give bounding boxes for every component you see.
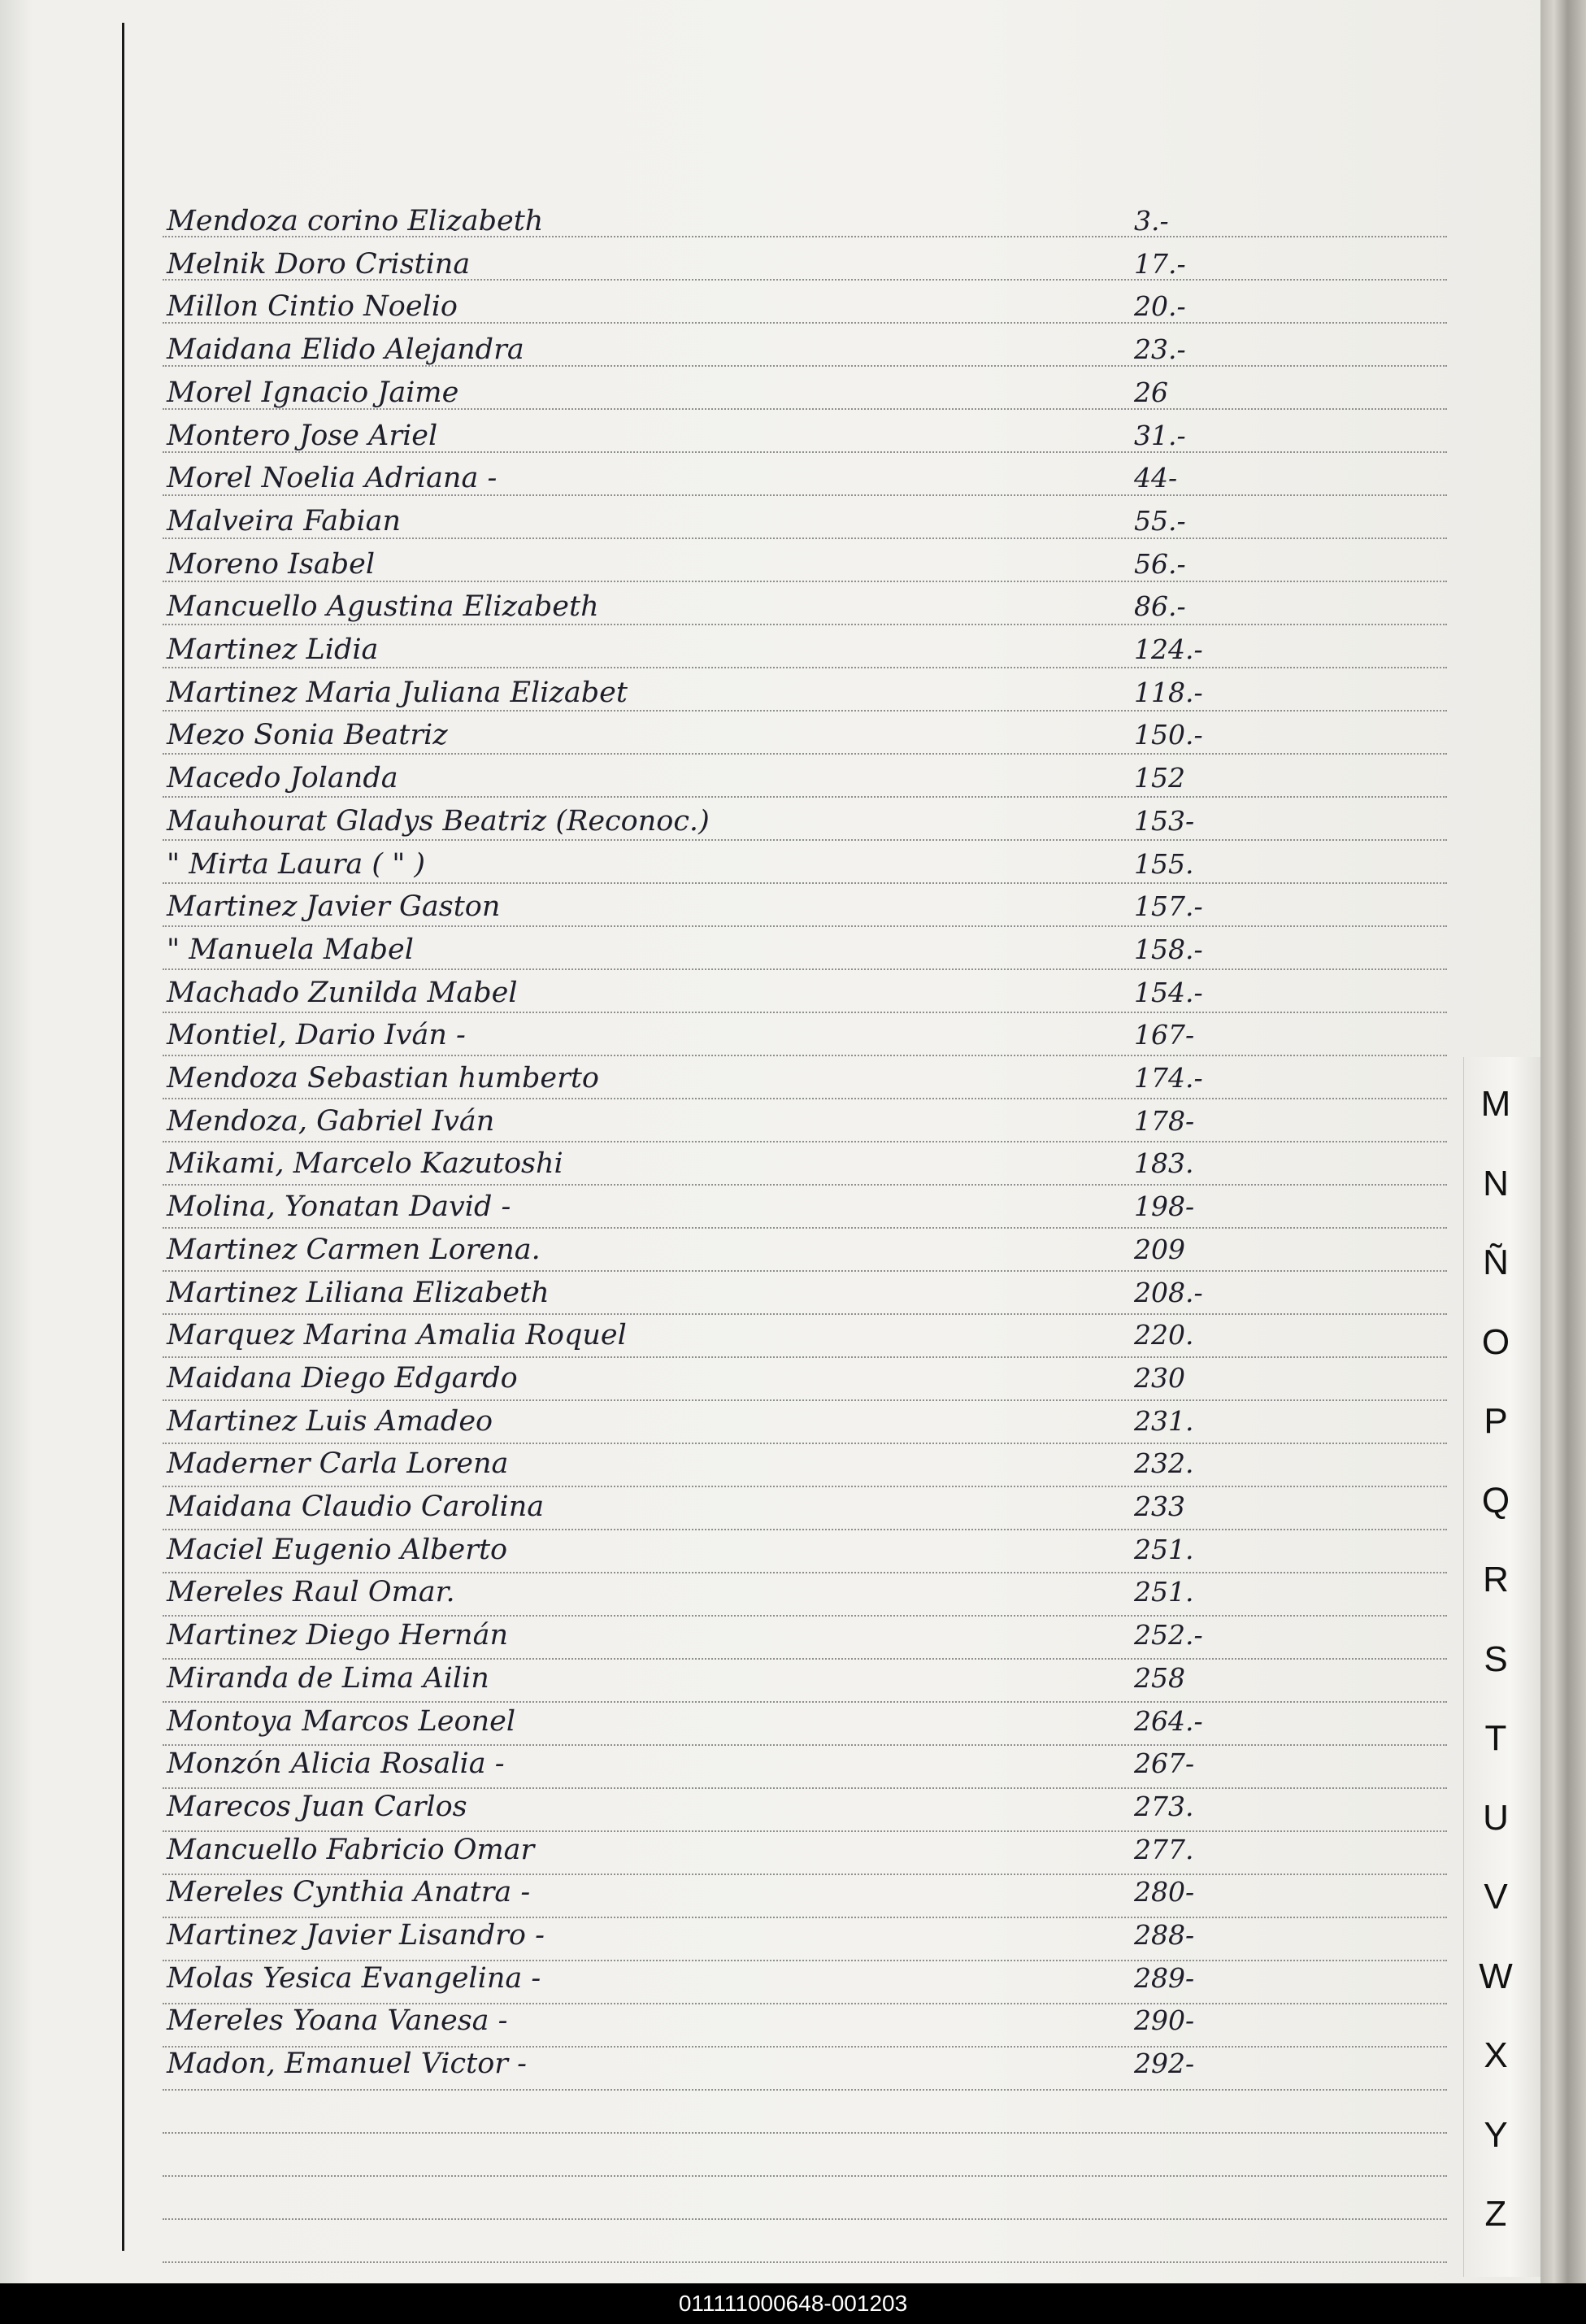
entry-name: Montero Jose Ariel	[167, 419, 438, 452]
entry-page-number: 23.-	[1134, 333, 1186, 366]
ruled-line	[163, 968, 1447, 970]
ruled-line	[163, 1399, 1447, 1401]
entry-name: Martinez Luis Amadeo	[167, 1404, 493, 1438]
entry-name: Mendoza, Gabriel Iván	[167, 1104, 495, 1138]
entry-name: Monzón Alicia Rosalia -	[167, 1747, 505, 1781]
entry-name: Martinez Javier Gaston	[167, 890, 501, 924]
index-tab-4[interactable]: P	[1484, 1401, 1508, 1441]
index-tab-0[interactable]: M	[1480, 1084, 1511, 1124]
entry-page-number: 178-	[1134, 1104, 1195, 1137]
entry-name: Mancuello Fabricio Omar	[167, 1833, 535, 1866]
entry-page-number: 155.	[1134, 847, 1194, 880]
entry-name: Machado Zunilda Mabel	[167, 976, 518, 1009]
entry-page-number: 157.-	[1134, 890, 1203, 923]
entry-name: Martinez Maria Juliana Elizabet	[167, 676, 628, 709]
ruled-line	[163, 2261, 1447, 2263]
entry-name: Maidana Elido Alejandra	[167, 333, 524, 367]
ruled-line	[163, 1055, 1447, 1056]
entry-page-number: 154.-	[1134, 976, 1203, 1008]
ruled-line	[163, 667, 1447, 668]
entry-page-number: 277.	[1134, 1833, 1194, 1865]
entry-name: Mezo Sonia Beatriz	[167, 719, 448, 752]
ruled-line	[163, 1270, 1447, 1272]
ruled-line	[163, 1830, 1447, 1832]
entry-name: Mendoza Sebastian humberto	[167, 1062, 599, 1095]
entry-name: Montoya Marcos Leonel	[167, 1704, 516, 1738]
entry-page-number: 290-	[1134, 2004, 1195, 2037]
entry-page-number: 150.-	[1134, 719, 1203, 751]
entry-page-number: 183.	[1134, 1147, 1194, 1180]
entry-name: Maciel Eugenio Alberto	[167, 1533, 508, 1566]
entry-page-number: 174.-	[1134, 1062, 1203, 1094]
entry-page-number: 17.-	[1134, 247, 1186, 280]
index-tab-7[interactable]: S	[1484, 1639, 1508, 1679]
ruled-line	[163, 537, 1447, 539]
ruled-line	[163, 1701, 1447, 1703]
entry-name: Mereles Raul Omar.	[167, 1576, 455, 1609]
ruled-line	[163, 1443, 1447, 1444]
entry-name: Melnik Doro Cristina	[167, 247, 471, 281]
entry-page-number: 118.-	[1134, 676, 1203, 708]
entry-page-number: 289-	[1134, 1961, 1195, 1994]
entry-name: Malveira Fabian	[167, 504, 402, 537]
index-tab-6[interactable]: R	[1483, 1560, 1509, 1599]
ruled-line	[163, 1572, 1447, 1573]
entry-name: Molina, Yonatan David -	[167, 1190, 511, 1224]
entry-page-number: 273.	[1134, 1790, 1194, 1822]
entry-page-number: 208.-	[1134, 1276, 1203, 1308]
ruled-line	[163, 494, 1447, 496]
ruled-line	[163, 1098, 1447, 1099]
entry-page-number: 233	[1134, 1491, 1185, 1522]
index-tab-1[interactable]: N	[1483, 1163, 1509, 1203]
entry-name: Mereles Cynthia Anatra -	[167, 1876, 531, 1909]
ruled-line	[163, 1615, 1447, 1617]
index-tab-5[interactable]: Q	[1481, 1480, 1510, 1521]
entry-name: Martinez Javier Lisandro -	[167, 1919, 545, 1952]
entry-page-number: 251.	[1134, 1533, 1194, 1565]
entry-page-number: 44-	[1134, 462, 1178, 494]
entry-page-number: 56.-	[1134, 547, 1186, 580]
entry-page-number: 258	[1134, 1661, 1185, 1694]
ruled-line	[163, 1356, 1447, 1358]
book-binding-edge	[1540, 0, 1586, 2283]
entry-page-number: 252.-	[1134, 1619, 1203, 1652]
entry-name: Morel Noelia Adriana -	[167, 462, 498, 495]
entry-name: Mauhourat Gladys Beatriz (Reconoc.)	[167, 804, 710, 838]
entry-page-number: 153-	[1134, 804, 1195, 837]
entry-page-number: 231.	[1134, 1404, 1194, 1437]
entry-page-number: 264.-	[1134, 1704, 1203, 1737]
entry-name: " Mirta Laura ( " )	[167, 847, 426, 881]
entry-page-number: 26	[1134, 376, 1168, 408]
entry-page-number: 167-	[1134, 1019, 1195, 1051]
ruled-line	[163, 1874, 1447, 1875]
entry-page-number: 31.-	[1134, 419, 1186, 451]
ruled-line	[163, 581, 1447, 582]
entry-page-number: 20.-	[1134, 290, 1186, 323]
ruled-line	[163, 925, 1447, 927]
index-tab-3[interactable]: O	[1481, 1321, 1510, 1362]
index-tab-12[interactable]: X	[1484, 2035, 1508, 2075]
ruled-line	[163, 1960, 1447, 1961]
index-tab-13[interactable]: Y	[1484, 2114, 1508, 2155]
index-tab-14[interactable]: Z	[1484, 2194, 1507, 2234]
entry-page-number: 292-	[1134, 2048, 1195, 2080]
ruled-line	[163, 1486, 1447, 1487]
ruled-line	[163, 1787, 1447, 1789]
entry-name: " Manuela Mabel	[167, 933, 414, 966]
entry-page-number: 230	[1134, 1361, 1185, 1394]
ruled-line	[163, 839, 1447, 841]
entry-name: Maidana Diego Edgardo	[167, 1361, 518, 1395]
entry-name: Morel Ignacio Jaime	[167, 376, 459, 409]
entry-name: Moreno Isabel	[167, 547, 376, 581]
ruled-line	[163, 1227, 1447, 1229]
entry-name: Millon Cintio Noelio	[167, 290, 458, 324]
entry-page-number: 86.-	[1134, 590, 1186, 623]
index-tab-9[interactable]: U	[1483, 1797, 1509, 1838]
entry-name: Martinez Carmen Lorena.	[167, 1233, 541, 1266]
entry-page-number: 288-	[1134, 1919, 1195, 1951]
index-tab-11[interactable]: W	[1479, 1956, 1513, 1996]
entry-name: Maidana Claudio Carolina	[167, 1491, 545, 1523]
entry-name: Marquez Marina Amalia Roquel	[167, 1319, 627, 1352]
entry-name: Montiel, Dario Iván -	[167, 1019, 466, 1052]
ruled-line	[163, 2089, 1447, 2091]
entry-page-number: 267-	[1134, 1747, 1195, 1780]
ruled-line	[163, 796, 1447, 798]
entry-name: Mendoza corino Elizabeth	[167, 205, 544, 237]
entry-name: Martinez Diego Hernán	[167, 1619, 508, 1652]
ruled-line	[163, 753, 1447, 755]
ruled-line	[163, 1658, 1447, 1660]
ruled-line	[163, 1313, 1447, 1315]
entry-name: Martinez Lidia	[167, 633, 379, 666]
ruled-line	[163, 2175, 1447, 2177]
ruled-line	[163, 882, 1447, 884]
ruled-line	[163, 1141, 1447, 1142]
ruled-line	[163, 1917, 1447, 1918]
ruled-line	[163, 1744, 1447, 1746]
entry-page-number: 251.	[1134, 1576, 1194, 1608]
entry-page-number: 198-	[1134, 1190, 1195, 1223]
entry-page-number: 280-	[1134, 1876, 1195, 1908]
entry-page-number: 209	[1134, 1233, 1185, 1265]
margin-line	[122, 23, 124, 2251]
entry-name: Mereles Yoana Vanesa -	[167, 2004, 508, 2038]
entry-name: Miranda de Lima Ailin	[167, 1661, 489, 1695]
entry-page-number: 3.-	[1134, 205, 1169, 237]
entry-name: Molas Yesica Evangelina -	[167, 1961, 541, 1995]
index-tab-8[interactable]: T	[1484, 1718, 1507, 1758]
ruled-line	[163, 1184, 1447, 1186]
ruled-line	[163, 2218, 1447, 2220]
ruled-line	[163, 1529, 1447, 1530]
index-tab-2[interactable]: Ñ	[1483, 1243, 1509, 1282]
entry-name: Mancuello Agustina Elizabeth	[167, 590, 599, 624]
ruled-line	[163, 624, 1447, 625]
index-tab-10[interactable]: V	[1484, 1877, 1508, 1917]
entry-name: Marecos Juan Carlos	[167, 1790, 467, 1823]
document-id-footer: 011111000648-001203	[0, 2283, 1586, 2324]
entry-page-number: 124.-	[1134, 633, 1203, 665]
entry-page-number: 220.	[1134, 1319, 1194, 1351]
entry-page-number: 55.-	[1134, 504, 1186, 537]
entry-name: Martinez Liliana Elizabeth	[167, 1276, 550, 1309]
entry-page-number: 152	[1134, 762, 1185, 794]
entry-name: Mikami, Marcelo Kazutoshi	[167, 1147, 563, 1181]
entry-name: Madon, Emanuel Victor -	[167, 2048, 527, 2081]
entry-page-number: 232.	[1134, 1447, 1194, 1480]
entry-page-number: 158.-	[1134, 933, 1203, 965]
entry-name: Maderner Carla Lorena	[167, 1447, 509, 1481]
ruled-line	[163, 1012, 1447, 1013]
ruled-line	[163, 710, 1447, 712]
ruled-line	[163, 2132, 1447, 2134]
entry-name: Macedo Jolanda	[167, 762, 398, 795]
